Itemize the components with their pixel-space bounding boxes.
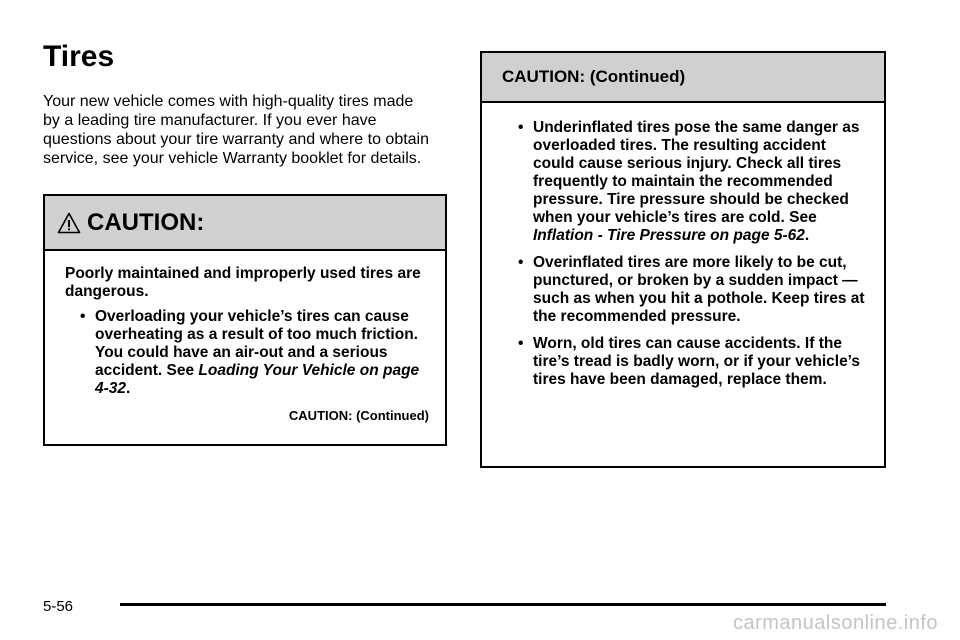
caution-bullet-overloading (77, 308, 429, 398)
caution-bullet-worn (515, 335, 866, 389)
caution-continued-title: CAUTION: (Continued) (502, 67, 686, 86)
caution-title: CAUTION: (87, 208, 205, 236)
caution-continued-body (482, 103, 884, 389)
cross-reference-link[interactable]: Loading Your Vehicle on page 4-32 (95, 362, 420, 397)
caution-lead-text: Poorly maintained and improperly used tires are dangerous. (65, 265, 421, 300)
bullet-text: Underinflated tires pose the same danger as overloaded tires. The resulting accident could cause serious injury. Check all tires frequently to maintain the recommended pressure. Tire pressure should be checked when your vehicle’s tires are cold. See (533, 119, 860, 226)
watermark: carmanualsonline.info (732, 612, 938, 634)
bullet-text: Overloading your vehicle’s tires can cause overheating as a result of too much friction. You could have an air-out and a serious accident. See (95, 308, 418, 379)
bullet-end: . (804, 227, 810, 244)
bullet-text: Overinflated tires are more likely to be cut, punctured, or broken by a sudden impact — such as when you hit a pothole. Keep tires at the recommended pressure. (533, 254, 865, 325)
caution-bullet-overinflated (515, 254, 866, 326)
cross-reference-link[interactable]: Inflation - Tire Pressure on page 5-62 (533, 227, 805, 244)
caution-continued-header (482, 53, 884, 103)
caution-bullet-list (65, 308, 429, 398)
caution-continued-bullet-list (515, 119, 866, 389)
footer-rule (120, 603, 886, 606)
caution-body (45, 251, 445, 425)
caution-continued-note: CAUTION: (Continued) (288, 408, 429, 423)
caution-bullet-underinflated (515, 119, 866, 245)
bullet-icon: • (518, 335, 524, 352)
intro-paragraph: Your new vehicle comes with high-quality tires made by a leading tire manufacturer. If you ever have questions about your tire warranty and where to obtain service, see your vehicle Warranty booklet for details. (43, 93, 430, 167)
bullet-icon: • (518, 119, 524, 136)
caution-continued-box (480, 51, 886, 468)
page-number: 5-56 (43, 598, 74, 615)
bullet-icon: • (518, 254, 524, 271)
caution-box (43, 194, 447, 446)
bullet-text: Worn, old tires can cause accidents. If the tire’s tread is badly worn, or if your vehicle’s tires have been damaged, replace them. (533, 335, 861, 388)
bullet-icon: • (80, 308, 86, 325)
bullet-end: . (126, 380, 131, 397)
caution-header (45, 196, 445, 251)
warning-triangle-icon (57, 211, 81, 235)
page-title: Tires (43, 40, 115, 73)
